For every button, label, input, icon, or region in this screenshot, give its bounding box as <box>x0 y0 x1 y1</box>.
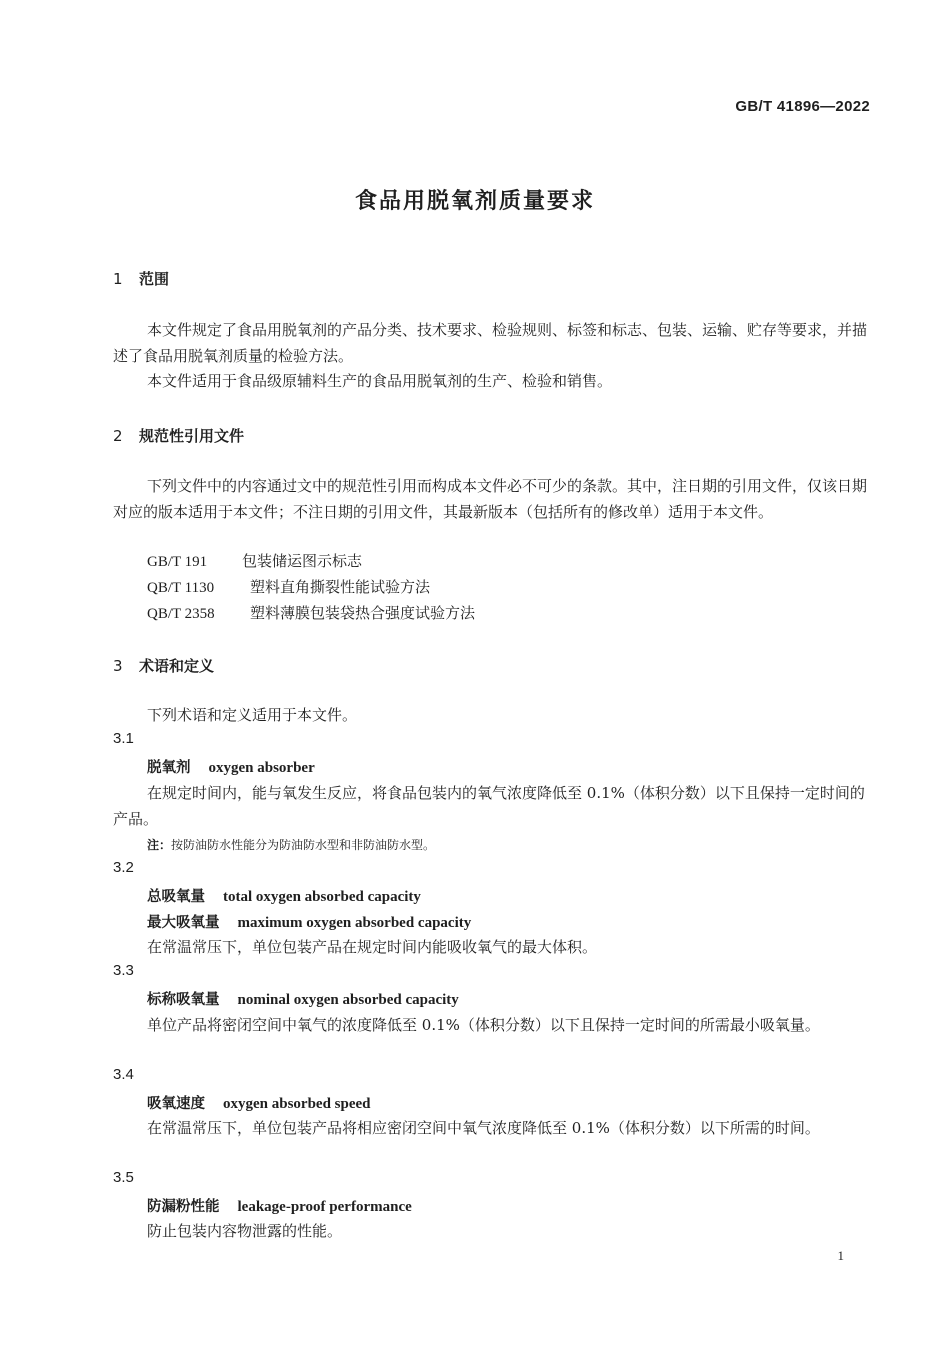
reference-item <box>147 550 362 571</box>
term-definition: 在规定时间内，能与氧发生反应，将食品包装内的氧气浓度降低至 0.1%（体积分数）以下且保持一定时间的产品。 <box>113 784 865 828</box>
section-title: 规范性引用文件 <box>139 427 245 445</box>
section-heading-scope <box>113 268 169 289</box>
section-heading-normative-references <box>113 425 244 446</box>
term-name-zh: 吸氧速度 <box>147 1096 205 1112</box>
terms-intro: 下列术语和定义适用于本文件。 <box>147 706 358 724</box>
term-definition: 在常温常压下，单位包装产品在规定时间内能吸收氧气的最大体积。 <box>147 938 598 956</box>
section-number: 2 <box>113 427 123 445</box>
term-name-zh: 标称吸氧量 <box>147 992 220 1008</box>
term-name-en: oxygen absorbed speed <box>223 1096 371 1112</box>
term-number: 3.4 <box>113 1066 134 1083</box>
term-name-en: nominal oxygen absorbed capacity <box>237 992 459 1008</box>
term-definition: 防止包装内容物泄露的性能。 <box>147 1222 343 1240</box>
section-number: 1 <box>113 270 123 288</box>
term-definition: 在常温常压下，单位包装产品将相应密闭空间中氧气浓度降低至 0.1%（体积分数）以下所需的时间。 <box>147 1119 820 1137</box>
reference-code: QB/T 2358 <box>147 606 215 622</box>
reference-item <box>147 576 430 597</box>
term-number: 3.1 <box>113 730 134 747</box>
references-intro: 下列文件中的内容通过文中的规范性引用而构成本文件必不可少的条款。其中，注日期的引用文件，仅该日期对应的版本适用于本文件；不注日期的引用文件，其最新版本（包括所有的修改单）适用于本文件。 <box>113 477 868 521</box>
page-title: 食品用脱氧剂质量要求 <box>354 189 595 214</box>
term-number: 3.3 <box>113 962 134 979</box>
standard-code: GB/T 41896—2022 <box>735 98 870 115</box>
section-heading-terms <box>113 655 214 676</box>
term-definition: 单位产品将密闭空间中氧气的浓度降低至 0.1%（体积分数）以下且保持一定时间的所需最小吸氧量。 <box>147 1016 820 1034</box>
reference-item <box>147 602 475 623</box>
term-name-zh: 脱氧剂 <box>147 760 191 776</box>
reference-code: GB/T 191 <box>147 554 208 570</box>
scope-paragraph-1: 本文件规定了食品用脱氧剂的产品分类、技术要求、检验规则、标签和标志、包装、运输、贮存等要求，并描述了食品用脱氧剂质量的检验方法。 <box>113 321 868 365</box>
note-text: 按防油防水性能分为防油防水型和非防油防水型。 <box>171 838 436 852</box>
term-name <box>147 885 421 906</box>
term-number: 3.5 <box>113 1169 134 1186</box>
term-name-zh: 防漏粉性能 <box>147 1199 220 1215</box>
scope-paragraph-2: 本文件适用于食品级原辅料生产的食品用脱氧剂的生产、检验和销售。 <box>147 372 613 390</box>
term-name-en: maximum oxygen absorbed capacity <box>237 915 472 931</box>
term-name-en: total oxygen absorbed capacity <box>223 889 421 905</box>
term-number: 3.2 <box>113 859 134 876</box>
term-name <box>147 756 315 777</box>
section-title: 范围 <box>139 270 170 288</box>
term-name <box>147 911 471 932</box>
term-name-zh: 总吸氧量 <box>147 889 205 905</box>
term-name-zh: 最大吸氧量 <box>147 915 220 931</box>
reference-title: 包装储运图示标志 <box>242 552 363 570</box>
page-number: 1 <box>837 1248 844 1263</box>
term-name <box>147 1195 412 1216</box>
term-name-en: oxygen absorber <box>208 760 315 776</box>
reference-title: 塑料薄膜包装袋热合强度试验方法 <box>250 604 476 622</box>
section-title: 术语和定义 <box>139 657 215 675</box>
note-label: 注： <box>147 838 172 852</box>
term-name <box>147 1092 371 1113</box>
reference-code: QB/T 1130 <box>147 580 215 596</box>
term-name <box>147 988 459 1009</box>
reference-title: 塑料直角撕裂性能试验方法 <box>250 578 431 596</box>
term-name-en: leakage-proof performance <box>237 1199 412 1215</box>
section-number: 3 <box>113 657 123 675</box>
term-note <box>147 836 435 853</box>
